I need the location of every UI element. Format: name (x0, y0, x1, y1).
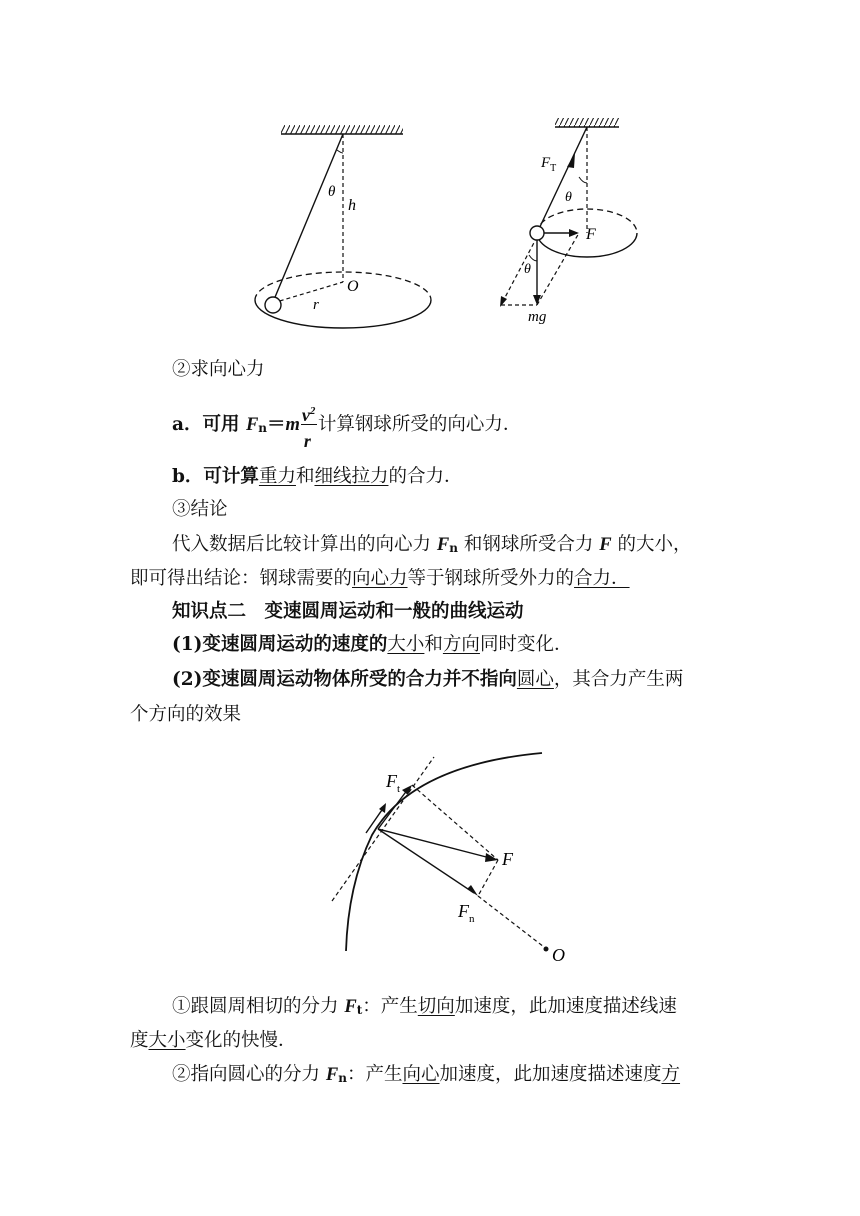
f-arrow (378, 829, 494, 859)
f-to-fn-dashed (478, 860, 498, 896)
tangential-force-line-1: ①跟圆周相切的分力 Ft：产生切向加速度，此加速度描述线速 (172, 996, 677, 1017)
right-theta-arc-bottom (529, 255, 537, 261)
fn-label: $F_n$ (458, 901, 475, 925)
right-ceiling (555, 118, 619, 127)
tension-component-dashed (501, 237, 537, 305)
fn-arrow (378, 829, 474, 893)
normal-force-line-1: ②指向圆心的分力 Fn：产生向心加速度，此加速度描述速度方 (172, 1064, 681, 1085)
point-2-line-2: 个方向的效果 (130, 704, 242, 725)
right-theta-bottom-label: θ (524, 262, 531, 277)
left-h-label: h (348, 197, 356, 214)
right-string (537, 127, 587, 233)
tension-arrowhead (567, 153, 575, 168)
item-a: a．可用 Fn＝m $\frac{v^2}{r}$ 计算钢球所受的向心力． (172, 405, 522, 451)
left-string (273, 134, 343, 302)
right-theta-arc-top (579, 177, 587, 183)
conical-pendulum-figure (245, 115, 665, 330)
v-squared-over-r: $\frac{v^2}{r}$ (301, 405, 316, 451)
point-1: (1)变速圆周运动的速度的大小和方向同时变化． (172, 634, 573, 655)
find-centripetal-heading: ②求向心力 (172, 359, 265, 380)
left-r-label: r (313, 297, 319, 313)
ft-label: $F_t$ (386, 771, 401, 795)
o-label: O (552, 945, 565, 965)
net-force-label: F (586, 226, 596, 243)
left-radius-line (273, 282, 343, 303)
parallelogram-side (537, 233, 579, 305)
conclusion-line-2: 即可得出结论：钢球需要的向心力等于钢球所受外力的合力． (130, 568, 630, 589)
item-b: b．可计算重力和细线拉力的合力． (172, 466, 463, 487)
left-ball (265, 297, 281, 313)
force-decomposition-figure (320, 745, 580, 970)
conclusion-line-1: 代入数据后比较计算出的向心力 Fn 和钢球所受合力 F 的大小， (172, 534, 692, 555)
right-theta-top-label: θ (565, 190, 572, 205)
tangent-line (332, 757, 434, 901)
left-theta-label: θ (328, 184, 336, 200)
center-point (544, 947, 549, 952)
f-label: F (502, 849, 513, 869)
left-O-label: O (347, 278, 359, 295)
radial-dashed-line (478, 896, 544, 947)
left-theta-arc (337, 150, 343, 153)
right-ball (530, 226, 544, 240)
tangential-force-line-2: 度大小变化的快慢． (130, 1030, 297, 1051)
point-2-line-1: (2)变速圆周运动物体所受的合力并不指向圆心，其合力产生两 (172, 669, 684, 690)
gravity-arrowhead (533, 295, 541, 305)
tension-label: $F_T$ (541, 155, 557, 174)
knowledge-point-2-heading: 知识点二 变速圆周运动和一般的曲线运动 (172, 601, 524, 622)
fn-arrowhead (467, 885, 478, 896)
gravity-label: mg (528, 309, 547, 325)
left-ceiling (281, 125, 403, 134)
conclusion-heading: ③结论 (172, 499, 228, 520)
